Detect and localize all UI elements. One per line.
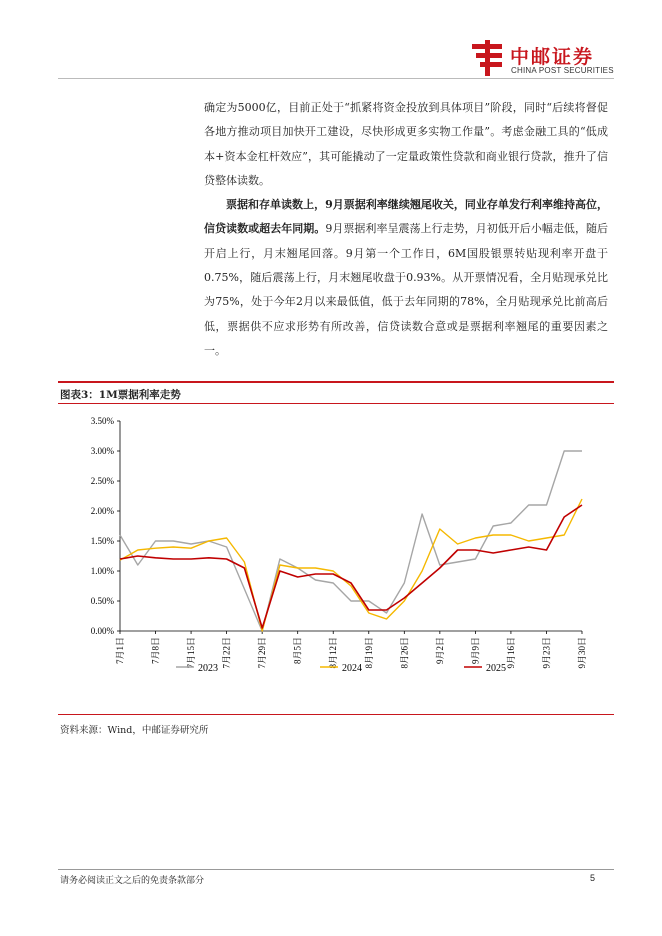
x-tick-label: 8月26日 (399, 637, 410, 669)
y-tick-label: 2.50% (90, 476, 114, 486)
x-tick-label: 8月12日 (328, 637, 339, 669)
y-tick-label: 2.00% (90, 506, 114, 516)
x-tick-label: 7月29日 (257, 637, 268, 669)
x-tick-label: 9月23日 (541, 637, 552, 669)
paragraph-1: 确定为5000亿，目前正处于“抓紧将资金投放到具体项目”阶段，同时“后续将督促各地方推动项目加快开工建设，尽快形成更多实物工作量”。考虑金融工具的“低成本+资本金杠杆效应”，其可能撬动了一定量政策性贷款和商业银行贷款，推升了信贷整体读数。 (204, 101, 608, 187)
x-tick-label: 7月1日 (115, 637, 125, 665)
figure-source: 资料来源：Wind，中邮证券研究所 (60, 725, 209, 736)
x-tick-label: 7月22日 (221, 637, 232, 669)
brand-name-cn: 中邮证券 (510, 46, 595, 68)
paragraph-2 (204, 193, 608, 363)
x-tick-label: 9月9日 (470, 637, 481, 665)
figure-top-rule (58, 381, 614, 383)
x-tick-label: 7月8日 (150, 637, 161, 665)
series-line-2024 (120, 499, 582, 631)
legend-label-2025: 2025 (486, 663, 506, 674)
y-tick-label: 0.00% (90, 626, 114, 636)
y-tick-label: 1.50% (90, 536, 114, 546)
legend-label-2024: 2024 (342, 663, 362, 674)
figure-title-rule (58, 403, 614, 404)
y-tick-label: 0.50% (90, 596, 114, 606)
chart-series-lines (120, 451, 582, 631)
x-tick-label: 9月2日 (434, 637, 445, 665)
series-line-2023 (120, 451, 582, 631)
x-tick-label: 7月15日 (186, 637, 197, 669)
series-line-2025 (120, 505, 582, 628)
footer-divider (58, 869, 614, 870)
brand-name-en: CHINA POST SECURITIES (511, 66, 614, 75)
paragraph-2-lead: 票据和存单读数上，9月票据利率继续翘尾收关，同业存单发行利率维持高位，信贷读数或超去年同期。 (204, 198, 608, 236)
body-text (204, 96, 608, 363)
bill-rate-line-chart (58, 405, 614, 711)
figure-bottom-rule (58, 714, 614, 715)
header-divider (58, 78, 614, 79)
legend-label-2023: 2023 (198, 663, 218, 674)
footer-disclaimer: 请务必阅读正文之后的免责条款部分 (60, 876, 205, 886)
y-tick-label: 3.50% (90, 416, 114, 426)
page-number: 5 (590, 873, 596, 883)
x-tick-label: 9月30日 (577, 637, 587, 669)
y-tick-label: 3.00% (90, 446, 114, 456)
chart-axes (91, 416, 587, 669)
figure-title: 图表3：1M票据利率走势 (60, 389, 181, 401)
y-tick-label: 1.00% (90, 566, 114, 576)
x-tick-label: 9月16日 (505, 637, 516, 669)
paragraph-2-body: 9月票据利率呈震荡上行走势，月初低开后小幅走低，随后开启上行，月末翘尾回落。9月第一个工作日，6M国股银票转贴现利率开盘于0.75%，随后震荡上行，月末翘尾收盘于0.93%。从开票情况看，全月贴现承兑比为75%，处于今年2月以来最低值，低于去年同期的78%，全月贴现承兑比前高后低，票据供不应求形势有所改善，信贷读数合意或是票据利率翘尾的重要因素之一。 (204, 222, 609, 357)
x-tick-label: 8月19日 (363, 637, 374, 669)
x-tick-label: 8月5日 (292, 637, 303, 665)
